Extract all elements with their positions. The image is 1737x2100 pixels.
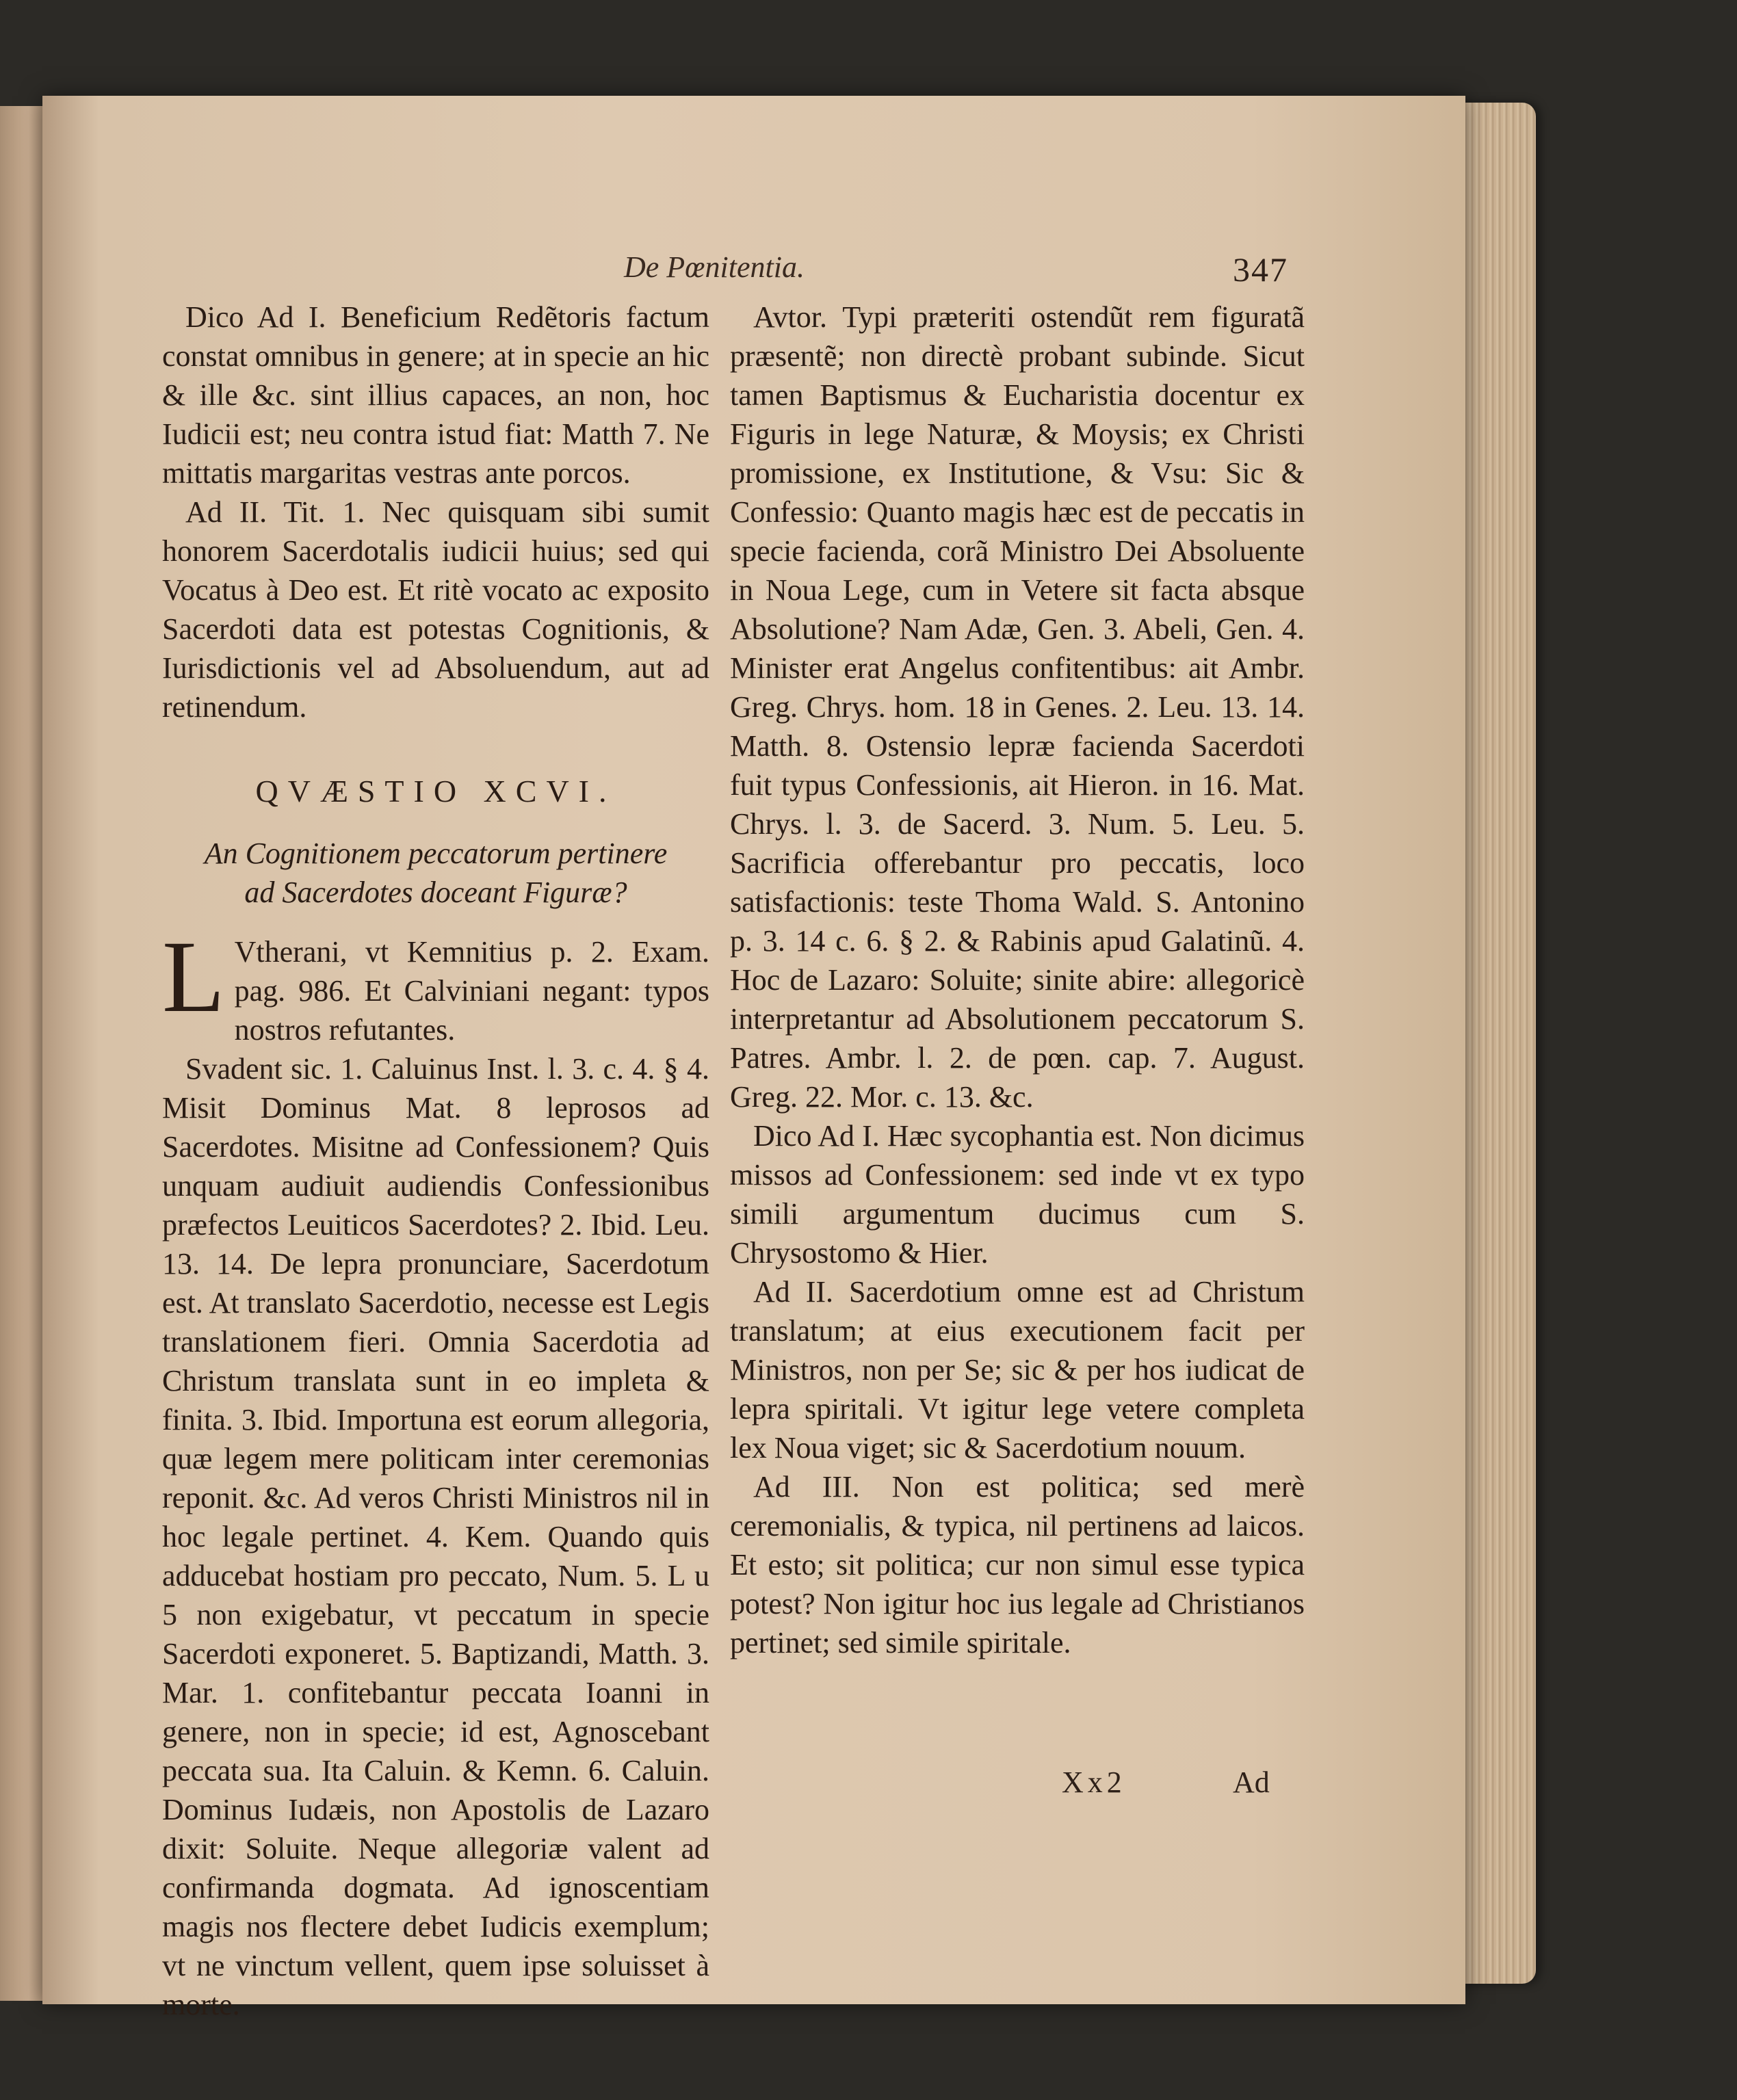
- paragraph: [162, 920, 709, 1049]
- drop-cap: L: [162, 920, 225, 1034]
- question-title: An Cognitionem peccatorum pertinere ad Sacerdotes doceant Figuræ?: [204, 837, 668, 909]
- signature-mark: Xx2: [1062, 1766, 1126, 1799]
- catchword: Ad: [1233, 1766, 1270, 1799]
- question-heading: QVÆSTIO XCVI.: [255, 774, 616, 809]
- running-title: De Pœnitentia.: [624, 250, 805, 284]
- page-footer: [42, 1765, 1465, 1806]
- paragraph-text: Vtherani, vt Kemnitius p. 2. Exam. pag. 986. Et Calviniani negant: typos nostros refutantes.: [234, 935, 709, 1047]
- page-header: [42, 250, 1465, 291]
- paragraph: Svadent sic. 1. Caluinus Inst. l. 3. c. 4. § 4. Misit Dominus Mat. 8 leprosos ad Sacerdotes. Misitne ad Confessionem? Quis unquam audiuit audiendis Confessionibus præfectos Leuiticos Sacerdotes? 2. Ibid. Leu. 13. 14. De lepra pronunciare, Sacerdotum est. At translato Sacerdotio, necesse est Legis translationem fieri. Omnia Sacerdotia ad Christum translata sunt in eo impleta & finita. 3. Ibid. Importuna est eorum allegoria, quæ legem mere politicam inter ceremonias reponit. &c. Ad veros Christi Ministros nil in hoc legale pertinet. 4. Kem. Quando quis adducebat hostiam pro peccato, Num. 5. L u 5 non exigebatur, vt peccatum in specie Sacerdoti exponeret. 5. Baptizandi, Matth. 3. Mar. 1. confitebantur peccata Ioanni in genere, non in specie; id est, Agnoscebant peccata sua. Ita Caluin. & Kemn. 6. Caluin. Dominus Iudæis, non Apostolis de Lazaro dixit: Soluite. Neque allegoriæ valent ad confirmanda dogmata. Ad ignoscentiam magis nos flectere debet Iudicis exemplum; vt ne vinctum vellent, quem ipse soluisset à morte.: [162, 1052, 709, 2021]
- paragraph: Dico Ad I. Beneficium Redẽtoris factum constat omnibus in genere; at in specie an hic & ille &c. sint illius capaces, an non, hoc Iudicii est; neu contra istud fiat: Matth 7. Ne mittatis margaritas vestras ante porcos.: [162, 300, 709, 490]
- paragraph: Ad II. Tit. 1. Nec quisquam sibi sumit honorem Sacerdotalis iudicii huius; sed qui Vocatus à Deo est. Et ritè vocato ac exposito Sacerdoti data est potestas Cognitionis, & Iurisdictionis vel ad Absoluendum, aut ad retinendum.: [162, 495, 709, 724]
- right-column: [730, 298, 1305, 1662]
- facing-page-edge: [0, 106, 48, 2001]
- paragraph: Dico Ad I. Hæc sycophantia est. Non dicimus missos ad Confessionem: sed inde vt ex typo simili argumentum ducimus cum S. Chrysostomo & Hier.: [730, 1119, 1305, 1270]
- paragraph: Avtor. Typi præteriti ostendũt rem figuratã præsentẽ; non directè probant subinde. Sicut tamen Baptismus & Eucharistia docentur ex Figuris in lege Naturæ, & Moysis; ex Christi promissione, ex Institutione, & Vsu: Sic & Confessio: Quanto magis hæc est de peccatis in specie facienda, corã Ministro Dei Absoluente in Noua Lege, cum in Vetere sit facta absque Absolutione? Nam Adæ, Gen. 3. Abeli, Gen. 4. Minister erat Angelus confitentibus: ait Ambr. Greg. Chrys. hom. 18 in Genes. 2. Leu. 13. 14. Matth. 8. Ostensio lepræ facienda Sacerdoti fuit typus Confessionis, ait Hieron. in 16. Mat. Chrys. l. 3. de Sacerd. 3. Num. 5. Leu. 5. Sacrificia offerebantur pro peccatis, loco satisfactionis: teste Thoma Wald. S. Antonino p. 3. 14 c. 6. § 2. & Rabinis apud Galatinũ. 4. Hoc de Lazaro: Soluite; sinite abire: allegoricè interpretantur ad Absolutionem peccatorum S. Patres. Ambr. l. 2. de pœn. cap. 7. August. Greg. 22. Mor. c. 13. &c.: [730, 300, 1305, 1114]
- paragraph: Ad II. Sacerdotium omne est ad Christum translatum; at eius executionem facit per Ministros, non per Se; sic & per hos iudicat de lepra spiritali. Vt igitur lege vetere completa lex Noua viget; sic & Sacerdotium nouum.: [730, 1275, 1305, 1465]
- page-number: 347: [1233, 250, 1288, 289]
- book-page: [42, 96, 1465, 2021]
- paragraph: Ad III. Non est politica; sed merè ceremonialis, & typica, nil pertinens ad laicos. Et esto; sit politica; cur non simul esse typica potest? Non igitur hoc ius legale ad Christianos pertinet; sed simile spiritale.: [730, 1470, 1305, 1659]
